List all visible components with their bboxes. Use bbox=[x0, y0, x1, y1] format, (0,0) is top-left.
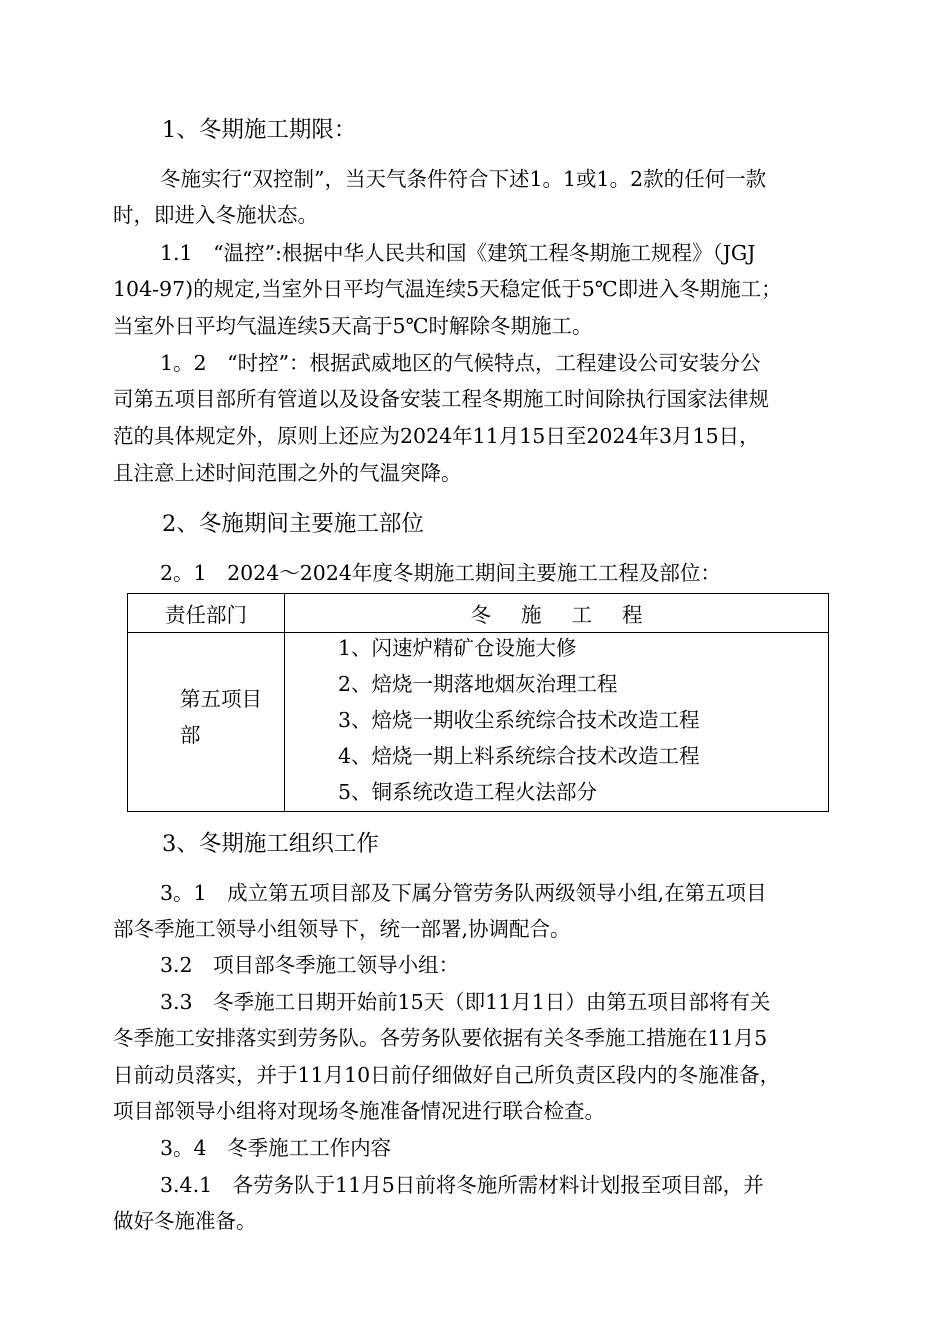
s1-paragraph-3-line-2: 司第五项目部所有管道以及设备安装工程冬期施工时间除执行国家法律规 bbox=[113, 387, 769, 411]
project-list-cell bbox=[285, 633, 829, 812]
s3-paragraph-3-line-2: 冬季施工安排落实到劳务队。各劳务队要依据有关冬季施工措施在11月5 bbox=[113, 1026, 768, 1050]
s3-paragraph-5-line-1: 3.4.1 各劳务队于11月5日前将冬施所需材料计划报至项目部，并 bbox=[160, 1173, 764, 1197]
s3-paragraph-4: 3。4 冬季施工工作内容 bbox=[160, 1136, 392, 1160]
s3-paragraph-3-line-1: 3.3 冬季施工日期开始前15天（即11月1日）由第五项目部将有关 bbox=[160, 990, 771, 1014]
section-3-heading: 3、冬期施工组织工作 bbox=[162, 831, 379, 857]
project-item: 2、焙烧一期落地烟灰治理工程 bbox=[338, 672, 618, 696]
s3-paragraph-1-line-1: 3。1 成立第五项目部及下属分管劳务队两级领导小组,在第五项目 bbox=[160, 881, 767, 905]
s1-paragraph-3-line-4: 且注意上述时间范围之外的气温突降。 bbox=[113, 461, 462, 485]
project-item: 3、焙烧一期收尘系统综合技术改造工程 bbox=[338, 708, 700, 732]
s3-paragraph-2: 3.2 项目部冬季施工领导小组： bbox=[160, 953, 460, 977]
section-1-heading: 1、冬期施工期限： bbox=[162, 117, 357, 143]
s1-paragraph-1-line-1: 冬施实行“双控制”，当天气条件符合下述1。1或1。2款的任何一款 bbox=[160, 167, 767, 191]
project-item: 1、闪速炉精矿仓设施大修 bbox=[338, 636, 577, 660]
s1-paragraph-1-line-2: 时，即进入冬施状态。 bbox=[113, 203, 318, 227]
table-row bbox=[128, 633, 829, 812]
s1-paragraph-2-line-2: 104-97)的规定,当室外日平均气温连续5天稳定低于5℃即进入冬期施工； bbox=[113, 277, 782, 301]
s1-paragraph-3-line-3: 范的具体规定外，原则上还应为2024年11月15日至2024年3月15日， bbox=[113, 424, 760, 448]
s1-paragraph-3-line-1: 1。2 “时控”：根据武威地区的气候特点，工程建设公司安装分公 bbox=[160, 351, 761, 375]
table-header-row bbox=[128, 594, 829, 633]
construction-table bbox=[127, 593, 829, 812]
s3-paragraph-5-line-2: 做好冬施准备。 bbox=[113, 1209, 257, 1233]
s1-paragraph-2-line-3: 当室外日平均气温连续5天高于5℃时解除冬期施工。 bbox=[113, 314, 593, 338]
s3-paragraph-3-line-3: 日前动员落实，并于11月10日前仔细做好自己所负责区段内的冬施准备， bbox=[113, 1063, 781, 1087]
project-item: 4、焙烧一期上料系统综合技术改造工程 bbox=[338, 744, 700, 768]
s1-paragraph-2-line-1: 1.1 “温控”:根据中华人民共和国《建筑工程冬期施工规程》（JGJ bbox=[160, 241, 756, 265]
s3-paragraph-1-line-2: 部冬季施工领导小组领导下，统一部署,协调配合。 bbox=[113, 917, 571, 941]
s2-intro: 2。1 2024～2024年度冬期施工期间主要施工工程及部位： bbox=[160, 561, 721, 585]
dept-name: 第五项目部 bbox=[180, 687, 262, 747]
project-item: 5、铜系统改造工程火法部分 bbox=[338, 780, 598, 804]
table-header-project: 冬施工程 bbox=[285, 594, 829, 633]
section-2-heading: 2、冬施期间主要施工部位 bbox=[162, 511, 424, 537]
dept-cell bbox=[128, 633, 285, 812]
table-header-dept: 责任部门 bbox=[128, 594, 285, 633]
s3-paragraph-3-line-4: 项目部领导小组将对现场冬施准备情况进行联合检查。 bbox=[113, 1099, 605, 1123]
